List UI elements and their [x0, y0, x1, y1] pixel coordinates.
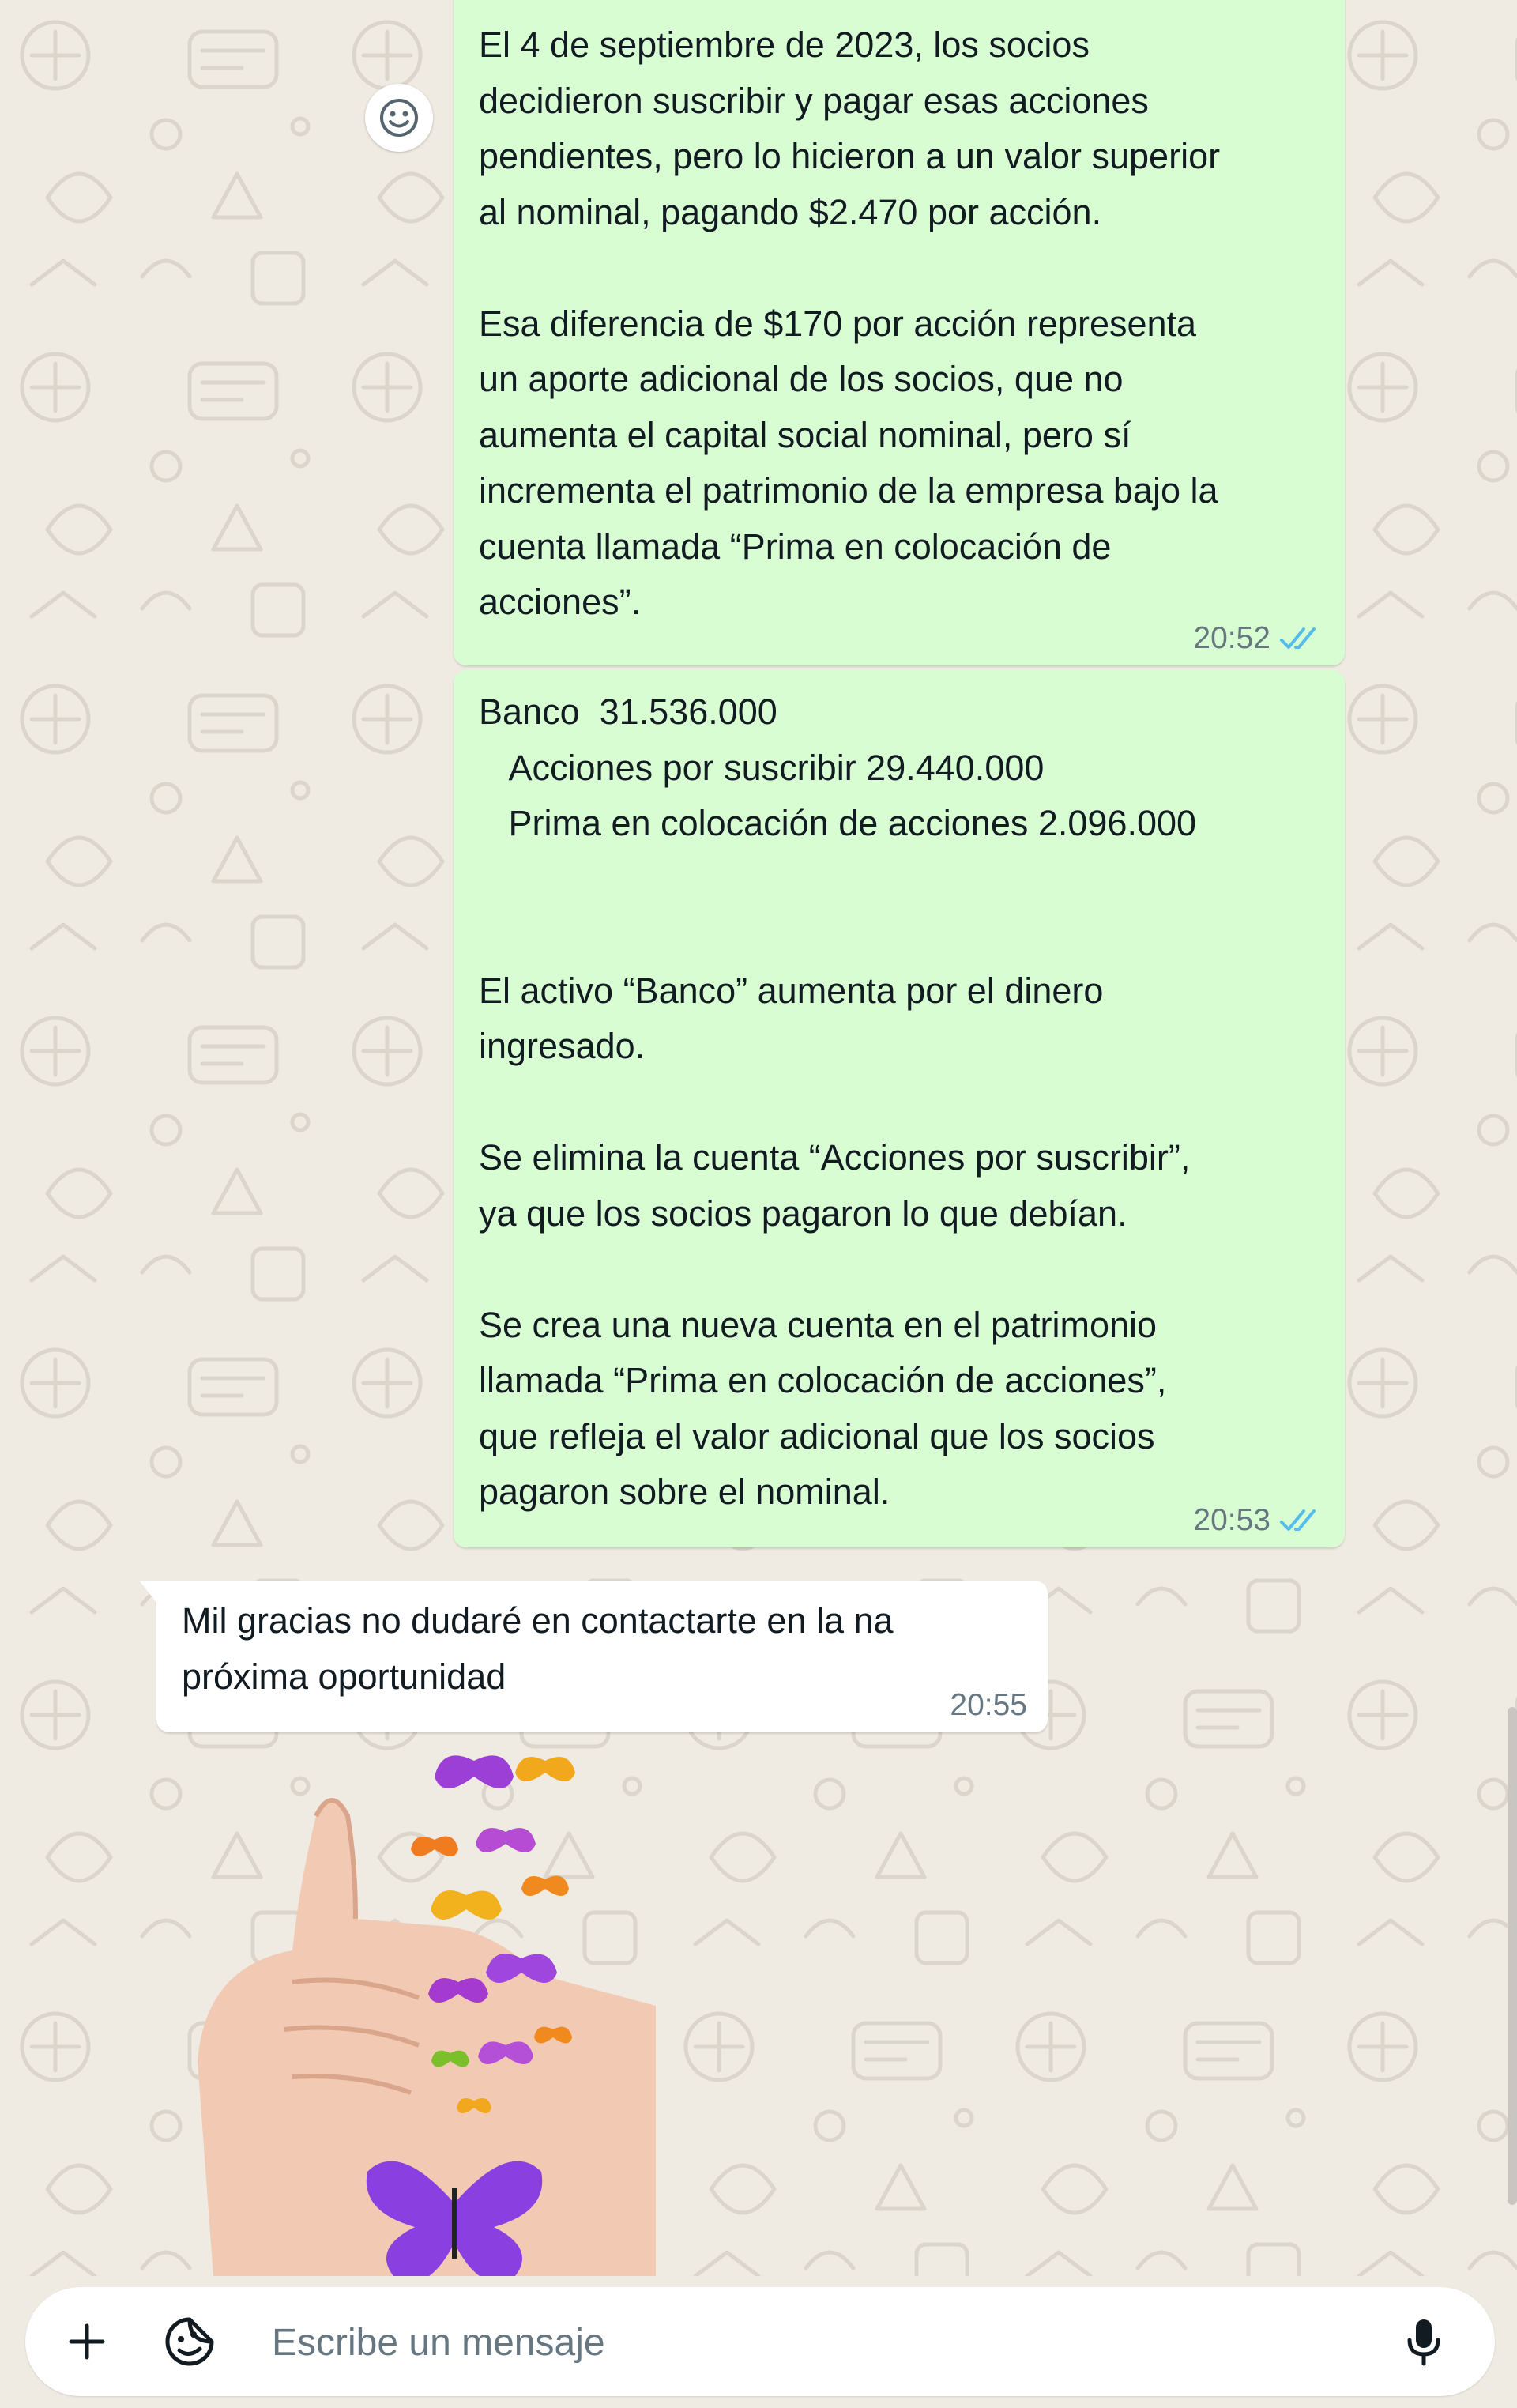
sticker-button[interactable]: [158, 2310, 221, 2373]
incoming-message[interactable]: [156, 1581, 1048, 1732]
composer-bar: [0, 2276, 1517, 2408]
message-text: El 4 de septiembre de 2023, los socios decidieron suscribir y pagar esas acciones pendientes, pero lo hicieron a un valor superior al nominal, pagando $2.470 por acción. Esa diferencia de $170 por acción representa un aporte adicional de los socios, que no aumenta el capital social nominal, pero sí incrementa el patrimonio de la empresa bajo la cuenta llamada “Prima en colocación de acciones”.: [479, 24, 1221, 622]
attach-button[interactable]: [55, 2310, 119, 2373]
message-time: 20:55: [950, 1688, 1027, 1722]
message-text: Banco 31.536.000 Acciones por suscribir 29.440.000 Prima en colocación de acciones 2.096.000 El activo “Banco” aumenta por el dinero ingresado. Se elimina la cuenta “Acciones por suscribir”, ya que los socios pagaron lo que debían. Se crea una nueva cuenta en el patrimonio llamada “Prima en colocación de acciones”, que refleja el valor adicional que los socios pagaron sobre el nominal.: [479, 691, 1197, 1512]
double-check-icon: [1278, 625, 1324, 652]
voice-message-button[interactable]: [1392, 2310, 1455, 2373]
scrollbar-thumb[interactable]: [1508, 1707, 1517, 2205]
message-meta: [950, 1688, 1027, 1723]
add-reaction-button[interactable]: [365, 84, 433, 152]
message-meta: [1193, 621, 1324, 656]
double-check-icon: [1278, 1507, 1324, 1534]
outgoing-message[interactable]: [454, 670, 1345, 1547]
message-time: 20:53: [1193, 1503, 1270, 1537]
microphone-icon: [1403, 2316, 1444, 2367]
message-composer: [25, 2287, 1495, 2396]
message-input[interactable]: [270, 2306, 1364, 2379]
plus-icon: [65, 2319, 109, 2364]
message-meta: [1193, 1503, 1324, 1538]
message-text: Mil gracias no dudaré en contactarte en la na próxima oportunidad: [182, 1600, 894, 1697]
thumbs-up-butterflies-sticker[interactable]: [174, 1745, 743, 2276]
emoji-icon: [377, 96, 421, 140]
message-time: 20:52: [1193, 621, 1270, 655]
outgoing-message[interactable]: [454, 0, 1345, 665]
sticker-icon: [164, 2316, 216, 2368]
bubble-tail: [139, 1581, 158, 1604]
